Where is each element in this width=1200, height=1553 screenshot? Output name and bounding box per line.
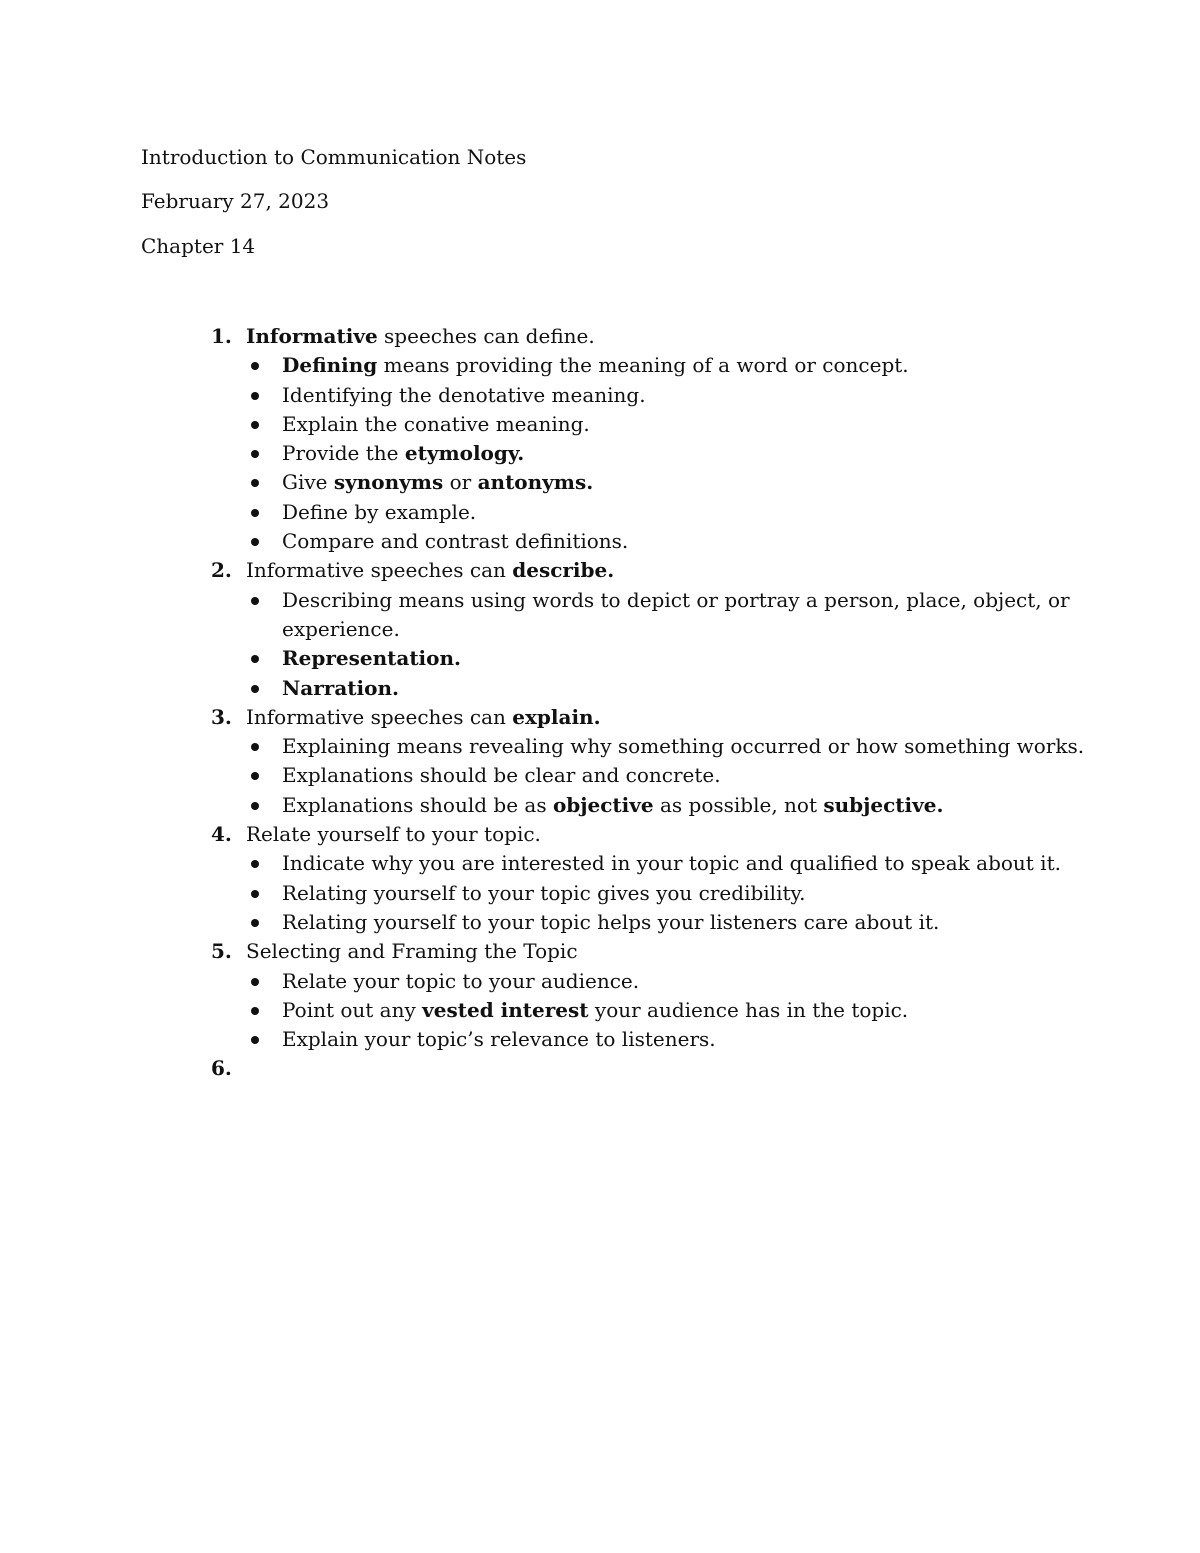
sub-item-text: Define by example. [282, 499, 477, 524]
list-item-4 [0, 820, 1200, 849]
bullet-icon [251, 860, 259, 868]
bullet-icon [251, 772, 259, 780]
bullet-icon [251, 743, 259, 751]
sub-item [0, 996, 1200, 1025]
sub-item [0, 967, 1200, 996]
list-item-1 [0, 322, 1200, 351]
list-item-text: Selecting and Framing the Topic [246, 939, 578, 964]
bullet-icon [251, 890, 259, 898]
bullet-icon [251, 655, 259, 663]
sub-item [0, 468, 1200, 497]
bullet-icon [251, 685, 259, 693]
chapter-label: Chapter 14 [141, 234, 256, 258]
list-number: 4. [211, 822, 232, 847]
bullet-icon [251, 362, 259, 370]
sub-item [0, 644, 1200, 673]
bullet-icon [251, 509, 259, 517]
sub-item-text: Explain the conative meaning. [282, 411, 590, 436]
list-item-text: Informative speeches can define. [246, 324, 595, 348]
sub-item [0, 674, 1200, 703]
document-title: Introduction to Communication Notes [141, 145, 527, 169]
sub-item-text: Identifying the denotative meaning. [282, 382, 646, 407]
bullet-icon [251, 802, 259, 810]
sub-item-text: Explanations should be clear and concrete. [282, 763, 721, 788]
sub-item [0, 527, 1200, 556]
bullet-icon [251, 1007, 259, 1015]
list-item-5 [0, 937, 1200, 966]
sub-item [0, 586, 1200, 615]
sub-item-text: Relate your topic to your audience. [282, 968, 640, 993]
sub-item-text: Compare and contrast definitions. [282, 529, 629, 554]
bullet-icon [251, 479, 259, 487]
bullet-icon [251, 978, 259, 986]
list-item-6 [0, 1054, 1200, 1083]
sub-item-text: Relating yourself to your topic gives you credibility. [282, 880, 806, 905]
sub-item-text: Explaining means revealing why something occurred or how something works. [282, 734, 1085, 759]
sub-item-text: Relating yourself to your topic helps your listeners care about it. [282, 909, 940, 934]
list-number: 6. [211, 1056, 232, 1081]
list-number: 5. [211, 939, 232, 964]
sub-item [0, 381, 1200, 410]
sub-item [0, 761, 1200, 790]
sub-item [0, 908, 1200, 937]
sub-item [0, 351, 1200, 380]
sub-item [0, 439, 1200, 468]
list-number: 1. [211, 324, 232, 348]
sub-item-text: Explanations should be as objective as possible, not subjective. [282, 792, 944, 817]
list-item-3 [0, 703, 1200, 732]
bullet-icon [251, 538, 259, 546]
bullet-icon [251, 421, 259, 429]
list-item-text: Informative speeches can describe. [246, 558, 615, 583]
sub-item-text: experience. [282, 616, 400, 641]
sub-item [0, 849, 1200, 878]
sub-item-text: Give synonyms or antonyms. [282, 470, 594, 495]
sub-item [0, 791, 1200, 820]
bullet-icon [251, 392, 259, 400]
bullet-icon [251, 450, 259, 458]
sub-item-text: Explain your topic’s relevance to listeners. [282, 1027, 716, 1052]
sub-item-text: Representation. [282, 646, 461, 671]
sub-item [0, 1025, 1200, 1054]
notes-list [0, 322, 1200, 1084]
sub-item [0, 879, 1200, 908]
bullet-icon [251, 919, 259, 927]
document-date: February 27, 2023 [141, 189, 330, 213]
list-item-2 [0, 556, 1200, 585]
sub-item [0, 498, 1200, 527]
sub-item-text: Describing means using words to depict or portray a person, place, object, or [282, 587, 1070, 612]
sub-item-text: Point out any vested interest your audience has in the topic. [282, 997, 909, 1022]
list-item-text: Relate yourself to your topic. [246, 822, 541, 847]
list-item-text: Informative speeches can explain. [246, 704, 601, 729]
sub-item-text: Defining means providing the meaning of a word or concept. [282, 353, 909, 378]
sub-item-continuation [0, 615, 1200, 644]
list-number: 2. [211, 558, 232, 583]
sub-item-text: Narration. [282, 675, 399, 700]
sub-item-text: Provide the etymology. [282, 441, 525, 466]
list-number: 3. [211, 704, 232, 729]
sub-item-text: Indicate why you are interested in your topic and qualified to speak about it. [282, 851, 1061, 876]
sub-item [0, 410, 1200, 439]
sub-item [0, 732, 1200, 761]
bullet-icon [251, 597, 259, 605]
bullet-icon [251, 1036, 259, 1044]
